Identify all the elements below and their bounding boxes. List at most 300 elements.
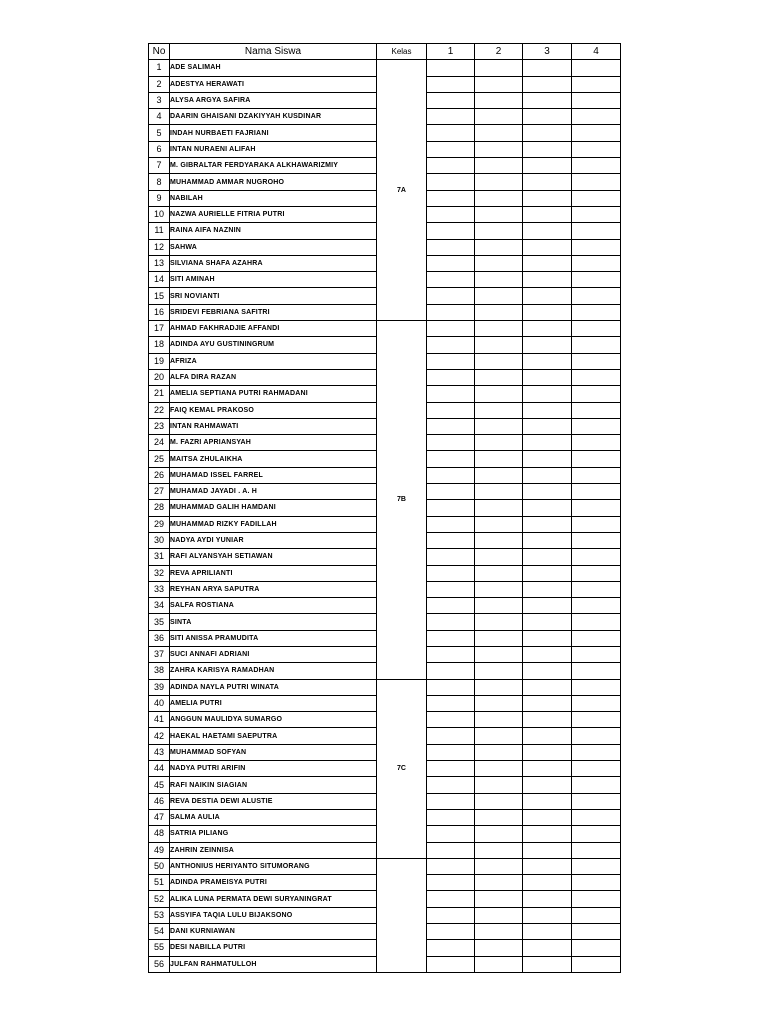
- score-cell-4[interactable]: [572, 304, 621, 320]
- score-cell-4[interactable]: [572, 614, 621, 630]
- score-cell-3[interactable]: [523, 891, 572, 907]
- score-cell-2[interactable]: [475, 549, 523, 565]
- score-cell-2[interactable]: [475, 418, 523, 434]
- score-cell-1[interactable]: [427, 614, 475, 630]
- score-cell-2[interactable]: [475, 304, 523, 320]
- score-cell-2[interactable]: [475, 565, 523, 581]
- score-cell-3[interactable]: [523, 500, 572, 516]
- row-number: 10: [149, 206, 170, 222]
- student-name: HAEKAL HAETAMI SAEPUTRA: [170, 728, 377, 744]
- score-cell-3[interactable]: [523, 467, 572, 483]
- score-cell-1[interactable]: [427, 60, 475, 76]
- score-cell-4[interactable]: [572, 125, 621, 141]
- kelas-cell: 7A: [377, 60, 427, 321]
- score-cell-4[interactable]: [572, 288, 621, 304]
- student-name: SALFA ROSTIANA: [170, 598, 377, 614]
- score-cell-1[interactable]: [427, 109, 475, 125]
- score-cell-1[interactable]: [427, 875, 475, 891]
- score-cell-1[interactable]: [427, 223, 475, 239]
- score-cell-4[interactable]: [572, 500, 621, 516]
- score-cell-3[interactable]: [523, 337, 572, 353]
- row-number: 30: [149, 532, 170, 548]
- score-cell-4[interactable]: [572, 956, 621, 972]
- score-cell-1[interactable]: [427, 940, 475, 956]
- row-number: 34: [149, 598, 170, 614]
- score-cell-2[interactable]: [475, 940, 523, 956]
- score-cell-4[interactable]: [572, 761, 621, 777]
- score-cell-4[interactable]: [572, 60, 621, 76]
- score-cell-1[interactable]: [427, 598, 475, 614]
- score-cell-2[interactable]: [475, 272, 523, 288]
- student-name: AFRIZA: [170, 353, 377, 369]
- student-name: FAIQ KEMAL PRAKOSO: [170, 402, 377, 418]
- score-cell-1[interactable]: [427, 761, 475, 777]
- row-number: 27: [149, 484, 170, 500]
- score-cell-2[interactable]: [475, 744, 523, 760]
- row-number: 36: [149, 630, 170, 646]
- score-cell-4[interactable]: [572, 158, 621, 174]
- score-cell-1[interactable]: [427, 532, 475, 548]
- score-cell-3[interactable]: [523, 402, 572, 418]
- score-cell-1[interactable]: [427, 402, 475, 418]
- student-name: SILVIANA SHAFA AZAHRA: [170, 255, 377, 271]
- score-cell-4[interactable]: [572, 712, 621, 728]
- row-number: 42: [149, 728, 170, 744]
- student-name: AMELIA PUTRI: [170, 695, 377, 711]
- score-cell-2[interactable]: [475, 842, 523, 858]
- row-number: 47: [149, 809, 170, 825]
- score-cell-2[interactable]: [475, 728, 523, 744]
- score-cell-2[interactable]: [475, 581, 523, 597]
- score-cell-1[interactable]: [427, 891, 475, 907]
- row-number: 23: [149, 418, 170, 434]
- score-cell-1[interactable]: [427, 337, 475, 353]
- score-cell-4[interactable]: [572, 109, 621, 125]
- score-cell-3[interactable]: [523, 451, 572, 467]
- score-cell-2[interactable]: [475, 777, 523, 793]
- score-cell-1[interactable]: [427, 679, 475, 695]
- score-cell-1[interactable]: [427, 321, 475, 337]
- score-cell-2[interactable]: [475, 353, 523, 369]
- row-number: 41: [149, 712, 170, 728]
- row-number: 28: [149, 500, 170, 516]
- student-name: MUHAMMAD RIZKY FADILLAH: [170, 516, 377, 532]
- score-cell-4[interactable]: [572, 858, 621, 874]
- row-number: 50: [149, 858, 170, 874]
- row-number: 37: [149, 646, 170, 662]
- student-name: ANGGUN MAULIDYA SUMARGO: [170, 712, 377, 728]
- score-cell-3[interactable]: [523, 646, 572, 662]
- score-cell-1[interactable]: [427, 826, 475, 842]
- score-cell-2[interactable]: [475, 288, 523, 304]
- score-cell-4[interactable]: [572, 467, 621, 483]
- score-cell-1[interactable]: [427, 793, 475, 809]
- score-cell-4[interactable]: [572, 630, 621, 646]
- score-cell-2[interactable]: [475, 60, 523, 76]
- score-cell-3[interactable]: [523, 190, 572, 206]
- row-number: 38: [149, 663, 170, 679]
- score-cell-1[interactable]: [427, 858, 475, 874]
- score-cell-1[interactable]: [427, 141, 475, 157]
- score-cell-4[interactable]: [572, 940, 621, 956]
- score-cell-4[interactable]: [572, 924, 621, 940]
- score-cell-2[interactable]: [475, 190, 523, 206]
- score-cell-2[interactable]: [475, 402, 523, 418]
- score-cell-2[interactable]: [475, 174, 523, 190]
- score-cell-3[interactable]: [523, 141, 572, 157]
- score-cell-3[interactable]: [523, 321, 572, 337]
- score-cell-4[interactable]: [572, 679, 621, 695]
- score-cell-4[interactable]: [572, 353, 621, 369]
- score-cell-4[interactable]: [572, 793, 621, 809]
- score-cell-4[interactable]: [572, 695, 621, 711]
- score-cell-4[interactable]: [572, 451, 621, 467]
- score-cell-3[interactable]: [523, 206, 572, 222]
- score-cell-2[interactable]: [475, 369, 523, 385]
- score-cell-3[interactable]: [523, 369, 572, 385]
- row-number: 33: [149, 581, 170, 597]
- score-cell-2[interactable]: [475, 875, 523, 891]
- score-cell-2[interactable]: [475, 435, 523, 451]
- score-cell-4[interactable]: [572, 484, 621, 500]
- score-cell-4[interactable]: [572, 809, 621, 825]
- student-name: SITI AMINAH: [170, 272, 377, 288]
- score-cell-1[interactable]: [427, 255, 475, 271]
- score-cell-2[interactable]: [475, 500, 523, 516]
- score-cell-2[interactable]: [475, 516, 523, 532]
- score-cell-3[interactable]: [523, 532, 572, 548]
- score-cell-3[interactable]: [523, 158, 572, 174]
- score-cell-2[interactable]: [475, 484, 523, 500]
- score-cell-2[interactable]: [475, 695, 523, 711]
- score-cell-4[interactable]: [572, 141, 621, 157]
- score-cell-3[interactable]: [523, 712, 572, 728]
- score-cell-1[interactable]: [427, 386, 475, 402]
- score-cell-3[interactable]: [523, 92, 572, 108]
- score-cell-2[interactable]: [475, 809, 523, 825]
- score-cell-2[interactable]: [475, 924, 523, 940]
- score-cell-3[interactable]: [523, 875, 572, 891]
- score-cell-4[interactable]: [572, 402, 621, 418]
- score-cell-4[interactable]: [572, 255, 621, 271]
- score-cell-2[interactable]: [475, 532, 523, 548]
- score-cell-2[interactable]: [475, 761, 523, 777]
- score-cell-1[interactable]: [427, 663, 475, 679]
- score-cell-1[interactable]: [427, 239, 475, 255]
- score-cell-2[interactable]: [475, 467, 523, 483]
- score-cell-3[interactable]: [523, 907, 572, 923]
- score-cell-1[interactable]: [427, 712, 475, 728]
- score-cell-1[interactable]: [427, 353, 475, 369]
- score-cell-4[interactable]: [572, 435, 621, 451]
- score-cell-4[interactable]: [572, 598, 621, 614]
- student-name: SITI ANISSA PRAMUDITA: [170, 630, 377, 646]
- row-number: 19: [149, 353, 170, 369]
- score-cell-1[interactable]: [427, 174, 475, 190]
- student-name: RAFI ALYANSYAH SETIAWAN: [170, 549, 377, 565]
- score-cell-4[interactable]: [572, 907, 621, 923]
- score-cell-1[interactable]: [427, 744, 475, 760]
- score-cell-3[interactable]: [523, 76, 572, 92]
- score-cell-2[interactable]: [475, 206, 523, 222]
- score-cell-2[interactable]: [475, 679, 523, 695]
- score-cell-4[interactable]: [572, 174, 621, 190]
- score-cell-1[interactable]: [427, 565, 475, 581]
- student-name: REYHAN ARYA SAPUTRA: [170, 581, 377, 597]
- score-cell-3[interactable]: [523, 125, 572, 141]
- row-number: 39: [149, 679, 170, 695]
- header-col-2: 2: [475, 44, 523, 60]
- score-cell-1[interactable]: [427, 125, 475, 141]
- score-cell-2[interactable]: [475, 239, 523, 255]
- student-name: SALMA AULIA: [170, 809, 377, 825]
- score-cell-3[interactable]: [523, 679, 572, 695]
- score-cell-4[interactable]: [572, 565, 621, 581]
- score-cell-4[interactable]: [572, 386, 621, 402]
- score-cell-4[interactable]: [572, 532, 621, 548]
- score-cell-4[interactable]: [572, 516, 621, 532]
- score-cell-4[interactable]: [572, 744, 621, 760]
- score-cell-4[interactable]: [572, 239, 621, 255]
- row-number: 53: [149, 907, 170, 923]
- score-cell-4[interactable]: [572, 337, 621, 353]
- row-number: 44: [149, 761, 170, 777]
- header-row: [149, 44, 621, 60]
- score-cell-3[interactable]: [523, 663, 572, 679]
- score-cell-1[interactable]: [427, 842, 475, 858]
- student-name: ALFA DIRA RAZAN: [170, 369, 377, 385]
- score-cell-4[interactable]: [572, 321, 621, 337]
- student-name: DESI NABILLA PUTRI: [170, 940, 377, 956]
- score-cell-2[interactable]: [475, 907, 523, 923]
- student-name: MUHAMMAD AMMAR NUGROHO: [170, 174, 377, 190]
- student-name: SAHWA: [170, 239, 377, 255]
- score-cell-4[interactable]: [572, 206, 621, 222]
- row-number: 2: [149, 76, 170, 92]
- score-cell-3[interactable]: [523, 940, 572, 956]
- score-cell-4[interactable]: [572, 418, 621, 434]
- score-cell-1[interactable]: [427, 549, 475, 565]
- score-cell-1[interactable]: [427, 418, 475, 434]
- score-cell-1[interactable]: [427, 924, 475, 940]
- score-cell-2[interactable]: [475, 826, 523, 842]
- score-cell-2[interactable]: [475, 386, 523, 402]
- score-cell-1[interactable]: [427, 516, 475, 532]
- student-name: MAITSA ZHULAIKHA: [170, 451, 377, 467]
- score-cell-3[interactable]: [523, 793, 572, 809]
- score-cell-1[interactable]: [427, 206, 475, 222]
- score-cell-4[interactable]: [572, 842, 621, 858]
- student-name: MUHAMMAD SOFYAN: [170, 744, 377, 760]
- score-cell-1[interactable]: [427, 809, 475, 825]
- score-cell-2[interactable]: [475, 109, 523, 125]
- student-name: SRIDEVI FEBRIANA SAFITRI: [170, 304, 377, 320]
- score-cell-4[interactable]: [572, 92, 621, 108]
- student-name: INTAN NURAENI ALIFAH: [170, 141, 377, 157]
- row-number: 4: [149, 109, 170, 125]
- score-cell-2[interactable]: [475, 158, 523, 174]
- score-cell-2[interactable]: [475, 646, 523, 662]
- score-cell-4[interactable]: [572, 272, 621, 288]
- score-cell-1[interactable]: [427, 728, 475, 744]
- score-cell-2[interactable]: [475, 76, 523, 92]
- score-cell-3[interactable]: [523, 353, 572, 369]
- score-cell-3[interactable]: [523, 272, 572, 288]
- score-cell-3[interactable]: [523, 956, 572, 972]
- score-cell-4[interactable]: [572, 875, 621, 891]
- score-cell-3[interactable]: [523, 109, 572, 125]
- header-col-3: 3: [523, 44, 572, 60]
- score-cell-4[interactable]: [572, 223, 621, 239]
- score-cell-1[interactable]: [427, 777, 475, 793]
- score-cell-3[interactable]: [523, 630, 572, 646]
- score-cell-3[interactable]: [523, 239, 572, 255]
- score-cell-3[interactable]: [523, 304, 572, 320]
- student-name: MUHAMAD JAYADI . A. H: [170, 484, 377, 500]
- student-name: ADESTYA HERAWATI: [170, 76, 377, 92]
- score-cell-1[interactable]: [427, 581, 475, 597]
- row-number: 25: [149, 451, 170, 467]
- score-cell-1[interactable]: [427, 272, 475, 288]
- score-cell-3[interactable]: [523, 60, 572, 76]
- score-cell-1[interactable]: [427, 467, 475, 483]
- score-cell-1[interactable]: [427, 646, 475, 662]
- row-number: 20: [149, 369, 170, 385]
- score-cell-3[interactable]: [523, 549, 572, 565]
- score-cell-2[interactable]: [475, 92, 523, 108]
- row-number: 9: [149, 190, 170, 206]
- score-cell-3[interactable]: [523, 598, 572, 614]
- row-number: 51: [149, 875, 170, 891]
- score-cell-2[interactable]: [475, 125, 523, 141]
- score-cell-3[interactable]: [523, 255, 572, 271]
- score-cell-3[interactable]: [523, 418, 572, 434]
- score-cell-1[interactable]: [427, 956, 475, 972]
- student-name: RAINA AIFA NAZNIN: [170, 223, 377, 239]
- score-cell-1[interactable]: [427, 695, 475, 711]
- score-cell-3[interactable]: [523, 777, 572, 793]
- student-name: ALIKA LUNA PERMATA DEWI SURYANINGRAT: [170, 891, 377, 907]
- score-cell-3[interactable]: [523, 484, 572, 500]
- score-cell-4[interactable]: [572, 76, 621, 92]
- row-number: 1: [149, 60, 170, 76]
- score-cell-3[interactable]: [523, 174, 572, 190]
- header-nama: Nama Siswa: [170, 44, 377, 60]
- score-cell-1[interactable]: [427, 369, 475, 385]
- score-cell-3[interactable]: [523, 565, 572, 581]
- score-cell-1[interactable]: [427, 190, 475, 206]
- score-cell-3[interactable]: [523, 223, 572, 239]
- row-number: 17: [149, 321, 170, 337]
- score-cell-3[interactable]: [523, 761, 572, 777]
- table-row: [149, 321, 621, 337]
- score-cell-2[interactable]: [475, 630, 523, 646]
- row-number: 55: [149, 940, 170, 956]
- score-cell-3[interactable]: [523, 924, 572, 940]
- score-cell-4[interactable]: [572, 728, 621, 744]
- score-cell-1[interactable]: [427, 92, 475, 108]
- student-name: INDAH NURBAETI FAJRIANI: [170, 125, 377, 141]
- student-name: AMELIA SEPTIANA PUTRI RAHMADANI: [170, 386, 377, 402]
- row-number: 24: [149, 435, 170, 451]
- score-cell-3[interactable]: [523, 614, 572, 630]
- score-cell-2[interactable]: [475, 956, 523, 972]
- row-number: 54: [149, 924, 170, 940]
- score-cell-4[interactable]: [572, 549, 621, 565]
- score-cell-1[interactable]: [427, 500, 475, 516]
- score-cell-1[interactable]: [427, 304, 475, 320]
- score-cell-3[interactable]: [523, 695, 572, 711]
- score-cell-4[interactable]: [572, 891, 621, 907]
- score-cell-3[interactable]: [523, 858, 572, 874]
- student-name: M. GIBRALTAR FERDYARAKA ALKHAWARIZMIY: [170, 158, 377, 174]
- score-cell-2[interactable]: [475, 858, 523, 874]
- row-number: 49: [149, 842, 170, 858]
- score-cell-4[interactable]: [572, 826, 621, 842]
- student-name: ZAHRA KARISYA RAMADHAN: [170, 663, 377, 679]
- row-number: 29: [149, 516, 170, 532]
- score-cell-1[interactable]: [427, 435, 475, 451]
- score-cell-1[interactable]: [427, 451, 475, 467]
- score-cell-2[interactable]: [475, 451, 523, 467]
- score-cell-2[interactable]: [475, 337, 523, 353]
- score-cell-1[interactable]: [427, 288, 475, 304]
- score-cell-2[interactable]: [475, 891, 523, 907]
- student-name: AHMAD FAKHRADJIE AFFANDI: [170, 321, 377, 337]
- score-cell-1[interactable]: [427, 76, 475, 92]
- row-number: 14: [149, 272, 170, 288]
- score-cell-2[interactable]: [475, 663, 523, 679]
- score-cell-4[interactable]: [572, 777, 621, 793]
- score-cell-3[interactable]: [523, 744, 572, 760]
- score-cell-2[interactable]: [475, 223, 523, 239]
- row-number: 18: [149, 337, 170, 353]
- student-name: ADINDA NAYLA PUTRI WINATA: [170, 679, 377, 695]
- score-cell-3[interactable]: [523, 809, 572, 825]
- student-name: ADE SALIMAH: [170, 60, 377, 76]
- score-cell-3[interactable]: [523, 842, 572, 858]
- row-number: 52: [149, 891, 170, 907]
- row-number: 21: [149, 386, 170, 402]
- score-cell-4[interactable]: [572, 190, 621, 206]
- score-cell-1[interactable]: [427, 907, 475, 923]
- score-cell-2[interactable]: [475, 141, 523, 157]
- score-cell-1[interactable]: [427, 158, 475, 174]
- score-cell-4[interactable]: [572, 663, 621, 679]
- score-cell-2[interactable]: [475, 712, 523, 728]
- score-cell-2[interactable]: [475, 598, 523, 614]
- score-cell-4[interactable]: [572, 646, 621, 662]
- row-number: 46: [149, 793, 170, 809]
- score-cell-1[interactable]: [427, 484, 475, 500]
- score-cell-3[interactable]: [523, 826, 572, 842]
- score-cell-3[interactable]: [523, 386, 572, 402]
- score-cell-3[interactable]: [523, 288, 572, 304]
- score-cell-3[interactable]: [523, 435, 572, 451]
- score-cell-1[interactable]: [427, 630, 475, 646]
- score-cell-2[interactable]: [475, 614, 523, 630]
- score-cell-3[interactable]: [523, 728, 572, 744]
- score-cell-3[interactable]: [523, 581, 572, 597]
- score-cell-2[interactable]: [475, 321, 523, 337]
- score-cell-2[interactable]: [475, 793, 523, 809]
- score-cell-4[interactable]: [572, 581, 621, 597]
- student-name: M. FAZRI APRIANSYAH: [170, 435, 377, 451]
- score-cell-4[interactable]: [572, 369, 621, 385]
- student-name: REVA DESTIA DEWI ALUSTIE: [170, 793, 377, 809]
- score-cell-3[interactable]: [523, 516, 572, 532]
- score-cell-2[interactable]: [475, 255, 523, 271]
